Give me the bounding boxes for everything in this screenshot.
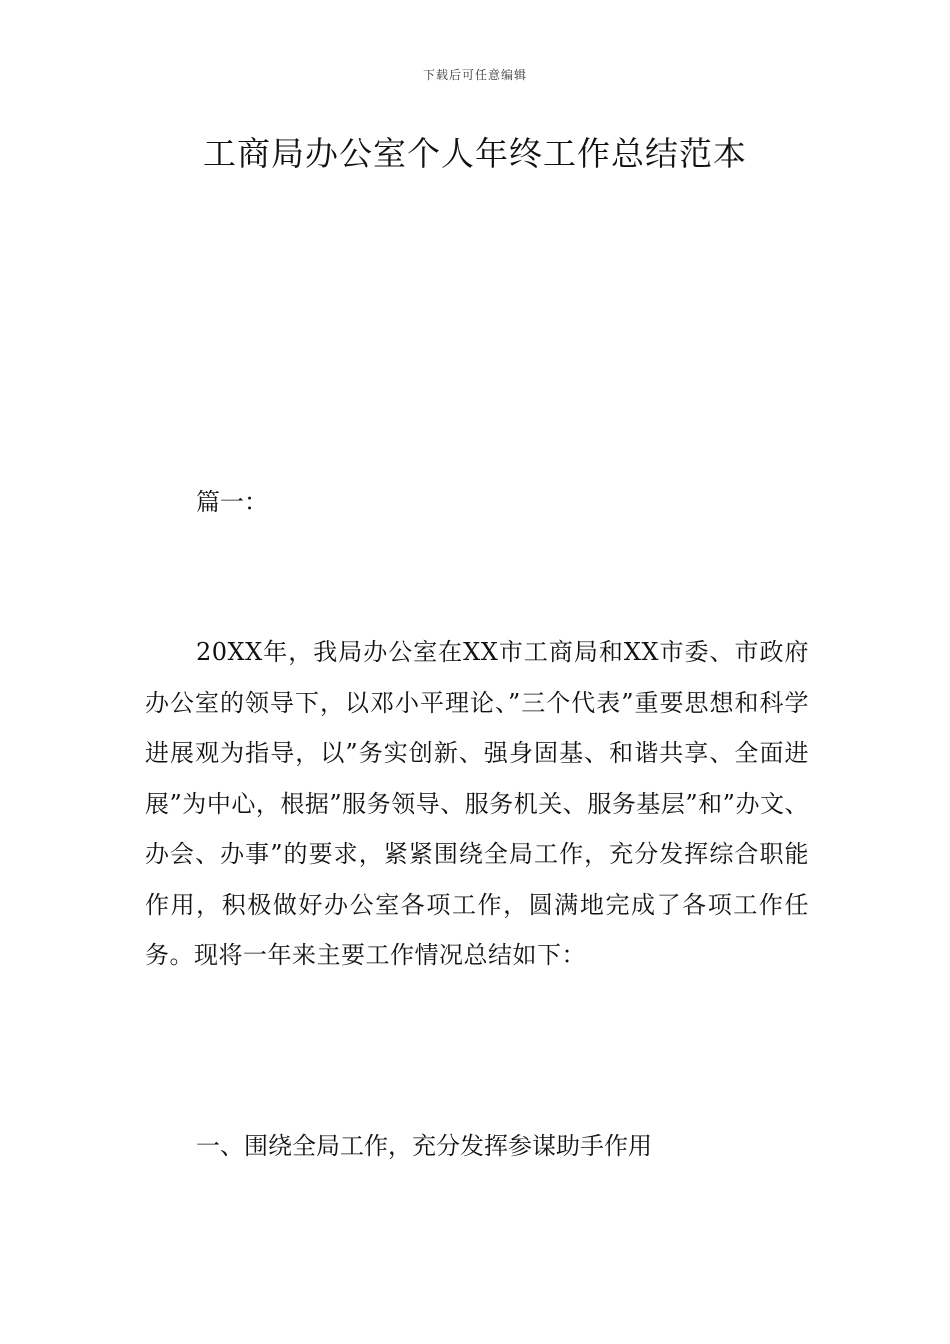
section-subheading: 一、围绕全局工作，充分发挥参谋助手作用 (196, 1132, 652, 1160)
document-title: 工商局办公室个人年终工作总结范本 (203, 134, 747, 173)
body-paragraph: 20XX年，我局办公室在XX市工商局和XX市委、市政府办公室的领导下，以邓小平理论、”三个代表”重要思想和科学进展观为指导，以”务实创新、强身固基、和谐共享、全面进展”为中心，根据”服务领导、服务机关、服务基层”和”办文、办会、办事”的要求，紧紧围绕全局工作，充分发挥综合职能作用，积极做好办公室各项工作，圆满地完成了各项工作任务。现将一年来主要工作情况总结如下： (145, 638, 809, 969)
header-note: 下载后可任意编辑 (422, 68, 527, 82)
section-label: 篇一： (196, 488, 268, 516)
